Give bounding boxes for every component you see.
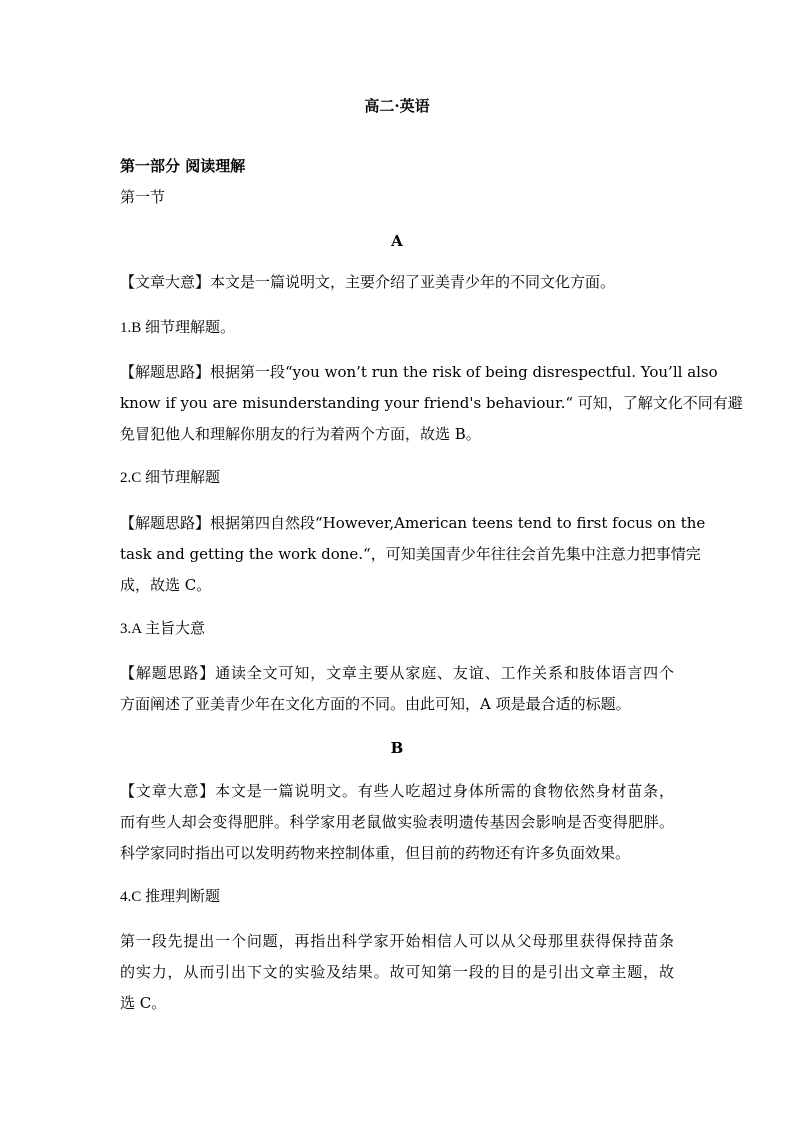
passage-b-summary-line: 而有些人却会变得肥胖。科学家用老鼠做实验表明遗传基因会影响是否变得肥胖。 [120, 813, 674, 831]
q1-explanation-line: 免冒犯他人和理解你朋友的行为着两个方面，故选 B。 [120, 425, 481, 443]
passage-a-summary: 【文章大意】本文是一篇说明文，主要介绍了亚美青少年的不同文化方面。 [120, 273, 616, 291]
q1-explanation-line: know if you are misunderstanding your friend's behaviour.“ 可知，了解文化不同有避 [120, 394, 743, 412]
page-title: 高二·英语 [364, 97, 430, 115]
q4-explanation-line: 第一段先提出一个问题，再指出科学家开始相信人可以从父母那里获得保持苗条 [120, 932, 674, 950]
q1-answer: 1.B 细节理解题。 [120, 320, 236, 336]
passage-a-label: A [391, 232, 403, 250]
q2-answer: 2.C 细节理解题 [120, 470, 221, 486]
section-heading: 第一节 [120, 188, 166, 206]
q4-answer: 4.C 推理判断题 [120, 889, 221, 905]
passage-b-label: B [390, 739, 404, 757]
q4-explanation-line: 选 C。 [120, 994, 167, 1012]
q3-answer: 3.A 主旨大意 [120, 621, 206, 637]
q2-explanation-line: 成，故选 C。 [120, 576, 212, 594]
q1-explanation-line: 【解题思路】根据第一段“you won’t run the risk of being disrespectful. You’ll also [120, 363, 718, 381]
passage-b-summary-line: 科学家同时指出可以发明药物来控制体重，但目前的药物还有许多负面效果。 [120, 844, 631, 862]
q3-explanation-line: 方面阐述了亚美青少年在文化方面的不同。由此可知，A 项是最合适的标题。 [120, 695, 631, 713]
q2-explanation-line: 【解题思路】根据第四自然段“However,American teens tend to first focus on the [120, 514, 706, 532]
part-heading: 第一部分 阅读理解 [120, 157, 246, 175]
q4-explanation-line: 的实力，从而引出下文的实验及结果。故可知第一段的目的是引出文章主题，故 [120, 963, 674, 981]
q2-explanation-line: task and getting the work done.“，可知美国青少年往往会首先集中注意力把事情完 [120, 545, 701, 563]
passage-b-summary-line: 【文章大意】本文是一篇说明文。有些人吃超过身体所需的食物依然身材苗条， [120, 782, 674, 800]
q3-explanation-line: 【解题思路】通读全文可知，文章主要从家庭、友谊、工作关系和肢体语言四个 [120, 664, 674, 682]
